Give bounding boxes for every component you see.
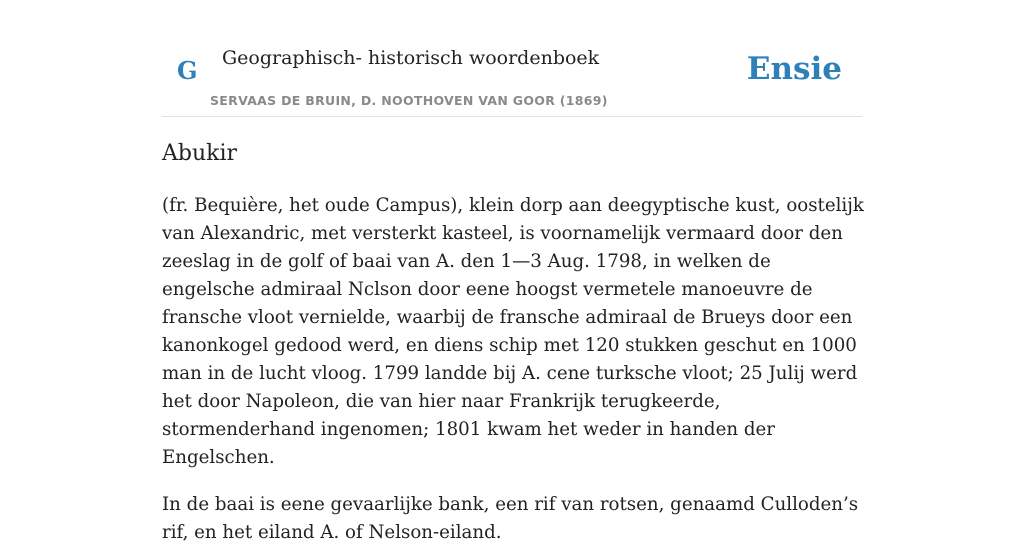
book-title-link[interactable]: Geographisch- historisch woordenboek <box>222 47 600 69</box>
entry-paragraph: In de baai is eene gevaarlijke bank, een rif van rotsen, genaamd Culloden’s rif, en het eiland A. of Nelson-eiland. <box>162 494 859 543</box>
book-authors: SERVAAS DE BRUIN, D. NOOTHOVEN VAN GOOR (1869) <box>210 93 608 108</box>
book-header <box>162 0 862 117</box>
entry-title: Abukir <box>162 141 238 166</box>
ensie-logo-link[interactable]: Ensie <box>746 51 842 87</box>
entry-paragraph: (fr. Bequière, het oude Campus), klein dorp aan deegyptische kust, oostelijk van Alexandric, met versterkt kasteel, is voornamelijk vermaard door den zeeslag in de golf of baai van A. den 1—3 Aug. 1798, in welken de engelsche admiraal Nclson door eene hoogst vermetele manoeuvre de fransche vloot vernielde, waarbij de fransche admiraal de Brueys door een kanonkogel gedood werd, en diens schip met 120 stukken geschut en 1000 man in de lucht vloog. 1799 landde bij A. cene turksche vloot; 25 Julij werd het door Napoleon, die van hier naar Frankrijk terugkeerde, stormenderhand ingenomen; 1801 kwam het weder in handen der Engelschen. <box>162 195 864 468</box>
entry-article <box>162 138 867 547</box>
book-logo-icon[interactable]: G <box>177 56 198 85</box>
